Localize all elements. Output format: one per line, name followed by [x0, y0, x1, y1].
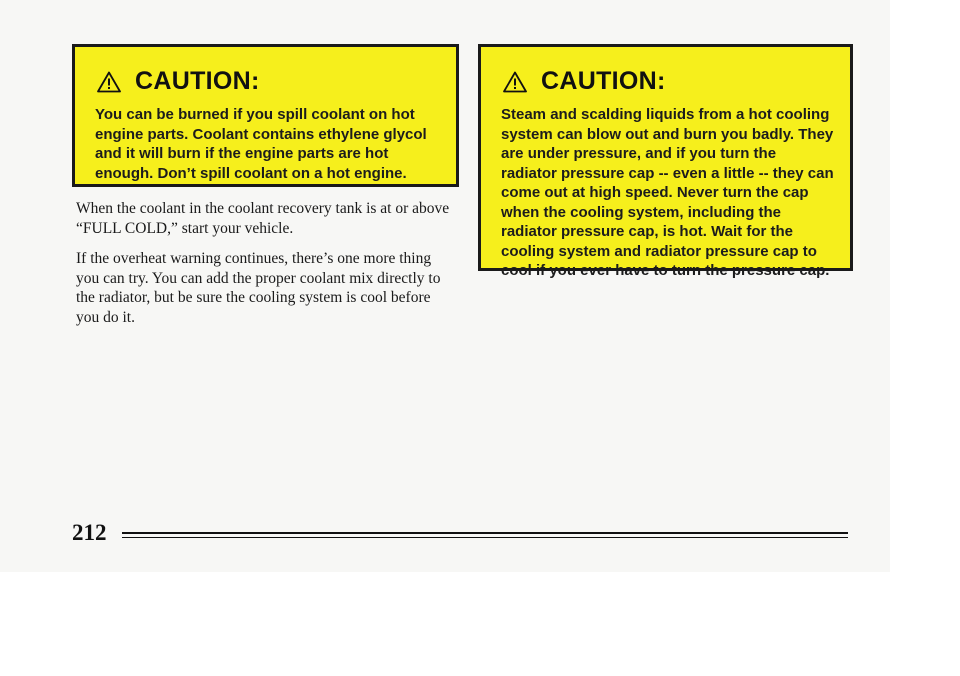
- footer-rule-thin: [122, 537, 848, 538]
- paragraph-overheat-warning: If the overheat warning continues, there’s one more thing you can try. You can add the proper coolant mix directly to the radiator, but be sure the cooling system is cool before you do it.: [76, 250, 441, 326]
- warning-triangle-icon: [97, 71, 121, 93]
- caution-box-steam: [478, 44, 853, 279]
- body-text: [76, 199, 456, 338]
- paragraph-coolant-recovery: When the coolant in the coolant recovery tank is at or above “FULL COLD,” start your vehicle.: [76, 200, 450, 237]
- caution-title: CAUTION:: [541, 67, 666, 95]
- warning-triangle-icon: [503, 71, 527, 93]
- caution-box-burn: [72, 44, 459, 187]
- caution-text: You can be burned if you spill coolant on hot engine parts. Coolant contains ethylene glycol and it will burn if the engine parts are hot enough. Don’t spill coolant on a hot engine.: [95, 106, 427, 182]
- caution-title: CAUTION:: [135, 67, 260, 95]
- caution-header: [97, 67, 260, 96]
- page-number: 212: [72, 520, 107, 545]
- caution-text: Steam and scalding liquids from a hot cooling system can blow out and burn you badly. They are under pressure, and if you turn the radiator pressure cap -- even a little -- they can come out at high speed. Never turn the cap when the cooling system, including the radiator pressure cap, is hot. Wait for the cooling system and radiator pressure cap to cool if you ever have to turn the pressure cap.: [501, 106, 834, 279]
- footer-rule: [122, 532, 848, 534]
- caution-header: [503, 67, 666, 96]
